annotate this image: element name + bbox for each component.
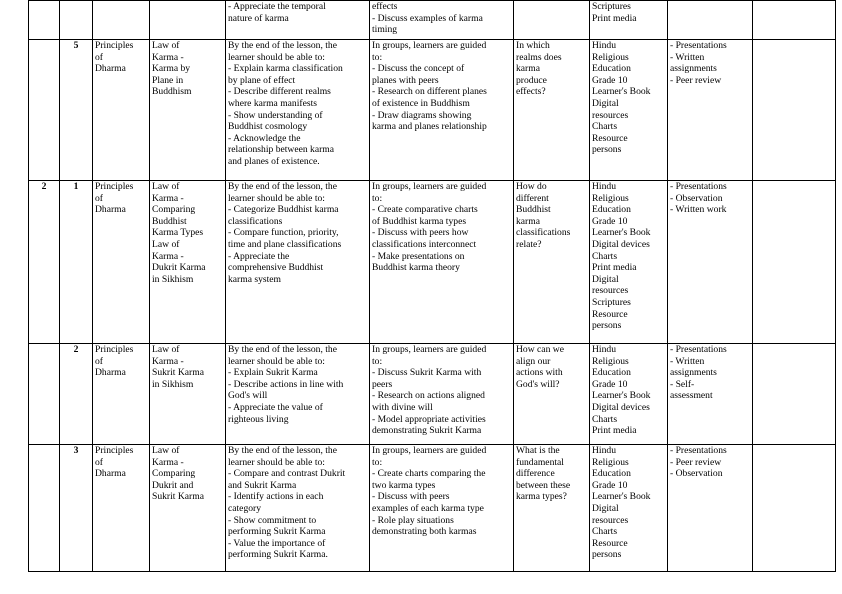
- learning-outcomes-line: karma system: [228, 273, 282, 285]
- assessment-cell: [668, 40, 753, 181]
- learning-experiences-line: - Make presentations on: [372, 250, 465, 262]
- learning-outcomes-cell: [226, 181, 370, 344]
- strand-line: of: [95, 355, 103, 367]
- learning-outcomes-line: God's will: [228, 390, 268, 402]
- learning-outcomes-line: - Explain Sukrit Karma: [228, 367, 318, 379]
- learning-experiences-line: - Discuss examples of karma: [372, 12, 483, 24]
- learning-resources-line: Hindu: [592, 344, 616, 355]
- key-inquiry-question-line: actions with: [516, 367, 563, 379]
- sub-strand-line: Karma -: [152, 250, 184, 262]
- learning-outcomes-line: Buddhist cosmology: [228, 121, 308, 133]
- reflection-cell: [753, 445, 836, 572]
- learning-experiences-line: - Model appropriate activities: [372, 413, 486, 425]
- learning-experiences-line: - Research on actions aligned: [372, 390, 485, 402]
- assessment-line: assignments: [670, 63, 717, 75]
- assessment-line: - Written: [670, 51, 705, 63]
- assessment-cell: [668, 181, 753, 344]
- lesson-cell: 3: [60, 445, 93, 572]
- key-inquiry-question-line: realms does: [516, 51, 562, 63]
- assessment-line: - Written: [670, 355, 705, 367]
- learning-resources-line: Education: [592, 204, 631, 216]
- learning-resources-line: persons: [592, 144, 622, 156]
- sub-strand-cell: [150, 40, 226, 181]
- learning-experiences-line: examples of each karma type: [372, 502, 484, 514]
- key-inquiry-question-line: between these: [516, 479, 571, 491]
- learning-outcomes-line: nature of karma: [228, 12, 289, 24]
- key-inquiry-question-cell: [514, 344, 590, 445]
- learning-outcomes-line: comprehensive Buddhist: [228, 262, 324, 274]
- learning-resources-line: Print media: [592, 425, 637, 437]
- sub-strand-line: in Sikhism: [152, 273, 194, 285]
- sub-strand-line: Plane in: [152, 74, 184, 86]
- key-inquiry-question-line: What is the: [516, 445, 560, 456]
- learning-experiences-cell: [370, 1, 514, 40]
- key-inquiry-question-line: align our: [516, 355, 551, 367]
- learning-experiences-cell: [370, 181, 514, 344]
- learning-resources-line: Digital devices: [592, 401, 650, 413]
- sub-strand-line: Buddhism: [152, 86, 192, 98]
- learning-resources-line: Grade 10: [592, 74, 628, 86]
- learning-resources-line: Religious: [592, 355, 629, 367]
- assessment-line: - Observation: [670, 192, 723, 204]
- learning-outcomes-cell: [226, 344, 370, 445]
- learning-experiences-line: of existence in Buddhism: [372, 97, 470, 109]
- learning-resources-line: Charts: [592, 413, 618, 425]
- learning-outcomes-line: By the end of the lesson, the: [228, 181, 337, 192]
- learning-resources-line: resources: [592, 285, 629, 297]
- learning-outcomes-line: - Compare and contrast Dukrit: [228, 468, 346, 480]
- sub-strand-line: Karma -: [152, 456, 184, 468]
- learning-outcomes-line: - Appreciate the: [228, 250, 290, 262]
- learning-resources-line: Grade 10: [592, 479, 628, 491]
- learning-resources-line: Digital: [592, 502, 619, 514]
- learning-experiences-line: In groups, learners are guided: [372, 445, 487, 456]
- learning-resources-line: Religious: [592, 51, 629, 63]
- strand-line: of: [95, 456, 103, 468]
- learning-experiences-line: demonstrating both karmas: [372, 526, 477, 538]
- learning-outcomes-line: learner should be able to:: [228, 51, 325, 63]
- learning-resources-line: Digital: [592, 273, 619, 285]
- sub-strand-line: Dukrit Karma: [152, 262, 206, 274]
- learning-outcomes-line: - Show commitment to: [228, 514, 317, 526]
- assessment-line: - Written work: [670, 204, 727, 216]
- learning-resources-line: Grade 10: [592, 215, 628, 227]
- learning-resources-cell: [590, 344, 668, 445]
- sub-strand-cell: [150, 181, 226, 344]
- sub-strand-line: Comparing: [152, 468, 196, 480]
- learning-resources-line: Resource: [592, 132, 628, 144]
- reflection-cell: [753, 1, 836, 40]
- assessment-line: - Self-: [670, 378, 695, 390]
- assessment-cell: [668, 1, 753, 40]
- week-cell: 2: [29, 181, 60, 344]
- reflection-cell: [753, 181, 836, 344]
- key-inquiry-question-line: Buddhist: [516, 204, 551, 216]
- learning-resources-line: Digital devices: [592, 238, 650, 250]
- learning-experiences-line: In groups, learners are guided: [372, 40, 487, 51]
- strand-line: Dharma: [95, 468, 126, 480]
- learning-experiences-line: of Buddhist karma types: [372, 215, 467, 227]
- learning-experiences-line: to:: [372, 456, 383, 468]
- learning-resources-line: Scriptures: [592, 296, 631, 308]
- assessment-line: - Observation: [670, 468, 723, 480]
- learning-outcomes-line: righteous living: [228, 413, 289, 425]
- learning-resources-line: Learner's Book: [592, 390, 651, 402]
- strand-line: Dharma: [95, 63, 126, 75]
- learning-outcomes-line: - Describe actions in line with: [228, 378, 344, 390]
- learning-experiences-line: In groups, learners are guided: [372, 181, 487, 192]
- learning-resources-line: Charts: [592, 121, 618, 133]
- learning-experiences-line: Buddhist karma theory: [372, 262, 460, 274]
- strand-line: Principles: [95, 181, 134, 192]
- learning-outcomes-line: performing Sukrit Karma.: [228, 549, 328, 561]
- key-inquiry-question-line: How can we: [516, 344, 564, 355]
- sub-strand-cell: [150, 1, 226, 40]
- sub-strand-line: Law of: [152, 40, 180, 51]
- assessment-line: assessment: [670, 390, 713, 402]
- key-inquiry-question-line: difference: [516, 468, 555, 480]
- strand-line: of: [95, 51, 103, 63]
- learning-outcomes-line: performing Sukrit Karma: [228, 526, 326, 538]
- learning-outcomes-line: - Value the importance of: [228, 537, 326, 549]
- learning-resources-line: Resource: [592, 537, 628, 549]
- strand-line: Dharma: [95, 367, 126, 379]
- key-inquiry-question-cell: [514, 40, 590, 181]
- learning-experiences-line: - Discuss the concept of: [372, 63, 465, 75]
- sub-strand-cell: [150, 344, 226, 445]
- learning-experiences-line: - Create comparative charts: [372, 204, 478, 216]
- learning-resources-line: Digital: [592, 97, 619, 109]
- learning-outcomes-line: - Acknowledge the: [228, 132, 301, 144]
- learning-experiences-line: - Role play situations: [372, 514, 454, 526]
- learning-experiences-line: karma and planes relationship: [372, 121, 487, 133]
- strand-line: Principles: [95, 40, 134, 51]
- sub-strand-line: Karma -: [152, 51, 184, 63]
- learning-experiences-line: timing: [372, 24, 398, 36]
- learning-resources-line: Hindu: [592, 40, 616, 51]
- learning-resources-line: Education: [592, 468, 631, 480]
- learning-experiences-line: - Discuss Sukrit Karma with: [372, 367, 482, 379]
- key-inquiry-question-line: karma: [516, 63, 540, 75]
- reflection-cell: [753, 40, 836, 181]
- learning-outcomes-line: - Describe different realms: [228, 86, 331, 98]
- sub-strand-line: Comparing: [152, 204, 196, 216]
- key-inquiry-question-cell: [514, 1, 590, 40]
- lesson-cell: 2: [60, 344, 93, 445]
- learning-outcomes-line: - Show understanding of: [228, 109, 323, 121]
- week-cell: [29, 40, 60, 181]
- assessment-line: assignments: [670, 367, 717, 379]
- learning-resources-line: Education: [592, 367, 631, 379]
- key-inquiry-question-line: relate?: [516, 238, 542, 250]
- week-cell: [29, 344, 60, 445]
- learning-resources-line: Learner's Book: [592, 86, 651, 98]
- learning-resources-line: resources: [592, 109, 629, 121]
- sub-strand-line: Karma -: [152, 355, 184, 367]
- learning-outcomes-cell: [226, 445, 370, 572]
- learning-resources-line: Hindu: [592, 445, 616, 456]
- key-inquiry-question-line: fundamental: [516, 456, 564, 468]
- learning-experiences-line: to:: [372, 355, 383, 367]
- learning-experiences-line: classifications interconnect: [372, 238, 477, 250]
- sub-strand-line: Law of: [152, 344, 180, 355]
- sub-strand-line: Karma by: [152, 63, 191, 75]
- learning-resources-line: Religious: [592, 456, 629, 468]
- sub-strand-line: Law of: [152, 238, 180, 250]
- learning-outcomes-line: by plane of effect: [228, 74, 296, 86]
- learning-experiences-line: planes with peers: [372, 74, 439, 86]
- learning-experiences-line: two karma types: [372, 479, 436, 491]
- learning-experiences-line: to:: [372, 192, 383, 204]
- assessment-line: - Presentations: [670, 40, 727, 51]
- key-inquiry-question-line: In which: [516, 40, 550, 51]
- sub-strand-line: in Sikhism: [152, 378, 194, 390]
- learning-resources-line: Charts: [592, 250, 618, 262]
- learning-outcomes-line: where karma manifests: [228, 97, 317, 109]
- learning-outcomes-line: classifications: [228, 215, 283, 227]
- assessment-line: - Presentations: [670, 344, 727, 355]
- scheme-of-work-table: [28, 0, 836, 572]
- reflection-cell: [753, 344, 836, 445]
- assessment-line: - Presentations: [670, 445, 727, 456]
- learning-resources-line: persons: [592, 549, 622, 561]
- learning-resources-line: Print media: [592, 12, 637, 24]
- learning-outcomes-line: - Appreciate the value of: [228, 401, 323, 413]
- learning-experiences-cell: [370, 40, 514, 181]
- sub-strand-line: Karma -: [152, 192, 184, 204]
- week-cell: [29, 1, 60, 40]
- table-row: [29, 181, 836, 344]
- assessment-line: - Peer review: [670, 74, 722, 86]
- learning-experiences-line: effects: [372, 1, 398, 12]
- learning-outcomes-line: - Compare function, priority,: [228, 227, 339, 239]
- learning-experiences-line: - Research on different planes: [372, 86, 487, 98]
- key-inquiry-question-cell: [514, 445, 590, 572]
- strand-cell: [93, 344, 150, 445]
- sub-strand-line: Karma Types: [152, 227, 204, 239]
- table-row: [29, 40, 836, 181]
- learning-resources-line: Grade 10: [592, 378, 628, 390]
- table-row: [29, 344, 836, 445]
- key-inquiry-question-line: How do: [516, 181, 547, 192]
- sub-strand-line: Sukrit Karma: [152, 491, 204, 503]
- learning-resources-line: Learner's Book: [592, 491, 651, 503]
- learning-experiences-line: - Discuss with peers: [372, 491, 450, 503]
- strand-cell: [93, 1, 150, 40]
- learning-resources-line: Learner's Book: [592, 227, 651, 239]
- key-inquiry-question-line: different: [516, 192, 549, 204]
- strand-line: of: [95, 192, 103, 204]
- learning-experiences-line: demonstrating Sukrit Karma: [372, 425, 482, 437]
- learning-outcomes-line: relationship between karma: [228, 144, 335, 156]
- learning-resources-line: Print media: [592, 262, 637, 274]
- learning-outcomes-line: and planes of existence.: [228, 155, 320, 167]
- learning-resources-line: persons: [592, 320, 622, 332]
- learning-resources-line: Resource: [592, 308, 628, 320]
- strand-line: Principles: [95, 344, 134, 355]
- learning-outcomes-line: - Identify actions in each: [228, 491, 324, 503]
- learning-outcomes-line: category: [228, 502, 262, 514]
- learning-resources-line: Charts: [592, 526, 618, 538]
- sub-strand-cell: [150, 445, 226, 572]
- learning-outcomes-line: learner should be able to:: [228, 456, 325, 468]
- learning-outcomes-line: By the end of the lesson, the: [228, 40, 337, 51]
- table-row: [29, 445, 836, 572]
- learning-resources-cell: [590, 445, 668, 572]
- strand-cell: [93, 40, 150, 181]
- strand-cell: [93, 181, 150, 344]
- learning-resources-line: resources: [592, 514, 629, 526]
- learning-resources-line: Hindu: [592, 181, 616, 192]
- learning-outcomes-line: By the end of the lesson, the: [228, 344, 337, 355]
- key-inquiry-question-line: produce: [516, 74, 547, 86]
- strand-cell: [93, 445, 150, 572]
- learning-experiences-line: to:: [372, 51, 383, 63]
- learning-resources-line: Scriptures: [592, 1, 631, 12]
- learning-outcomes-line: and Sukrit Karma: [228, 479, 297, 491]
- learning-resources-line: Education: [592, 63, 631, 75]
- learning-outcomes-line: By the end of the lesson, the: [228, 445, 337, 456]
- learning-experiences-line: - Draw diagrams showing: [372, 109, 472, 121]
- lesson-cell: [60, 1, 93, 40]
- learning-experiences-cell: [370, 344, 514, 445]
- key-inquiry-question-line: karma types?: [516, 491, 567, 503]
- learning-resources-line: Religious: [592, 192, 629, 204]
- assessment-line: - Peer review: [670, 456, 722, 468]
- sub-strand-line: Law of: [152, 181, 180, 192]
- learning-experiences-line: with divine will: [372, 401, 433, 413]
- assessment-line: - Presentations: [670, 181, 727, 192]
- key-inquiry-question-line: karma: [516, 215, 540, 227]
- strand-line: Principles: [95, 445, 134, 456]
- table-row: [29, 1, 836, 40]
- sub-strand-line: Dukrit and: [152, 479, 194, 491]
- assessment-cell: [668, 445, 753, 572]
- learning-outcomes-cell: [226, 40, 370, 181]
- learning-experiences-cell: [370, 445, 514, 572]
- learning-outcomes-line: learner should be able to:: [228, 192, 325, 204]
- learning-resources-cell: [590, 181, 668, 344]
- learning-experiences-line: - Create charts comparing the: [372, 468, 486, 480]
- learning-experiences-line: - Discuss with peers how: [372, 227, 469, 239]
- learning-outcomes-line: - Categorize Buddhist karma: [228, 204, 339, 216]
- learning-outcomes-line: - Appreciate the temporal: [228, 1, 326, 12]
- learning-outcomes-line: time and plane classifications: [228, 238, 342, 250]
- week-cell: [29, 445, 60, 572]
- key-inquiry-question-line: classifications: [516, 227, 571, 239]
- assessment-cell: [668, 344, 753, 445]
- key-inquiry-question-line: effects?: [516, 86, 546, 98]
- learning-outcomes-line: - Explain karma classification: [228, 63, 343, 75]
- learning-resources-cell: [590, 40, 668, 181]
- lesson-cell: 1: [60, 181, 93, 344]
- strand-line: Dharma: [95, 204, 126, 216]
- learning-outcomes-cell: [226, 1, 370, 40]
- key-inquiry-question-cell: [514, 181, 590, 344]
- learning-experiences-line: peers: [372, 378, 393, 390]
- learning-experiences-line: In groups, learners are guided: [372, 344, 487, 355]
- key-inquiry-question-line: God's will?: [516, 378, 560, 390]
- learning-outcomes-line: learner should be able to:: [228, 355, 325, 367]
- lesson-cell: 5: [60, 40, 93, 181]
- sub-strand-line: Law of: [152, 445, 180, 456]
- sub-strand-line: Sukrit Karma: [152, 367, 204, 379]
- sub-strand-line: Buddhist: [152, 215, 187, 227]
- learning-resources-cell: [590, 1, 668, 40]
